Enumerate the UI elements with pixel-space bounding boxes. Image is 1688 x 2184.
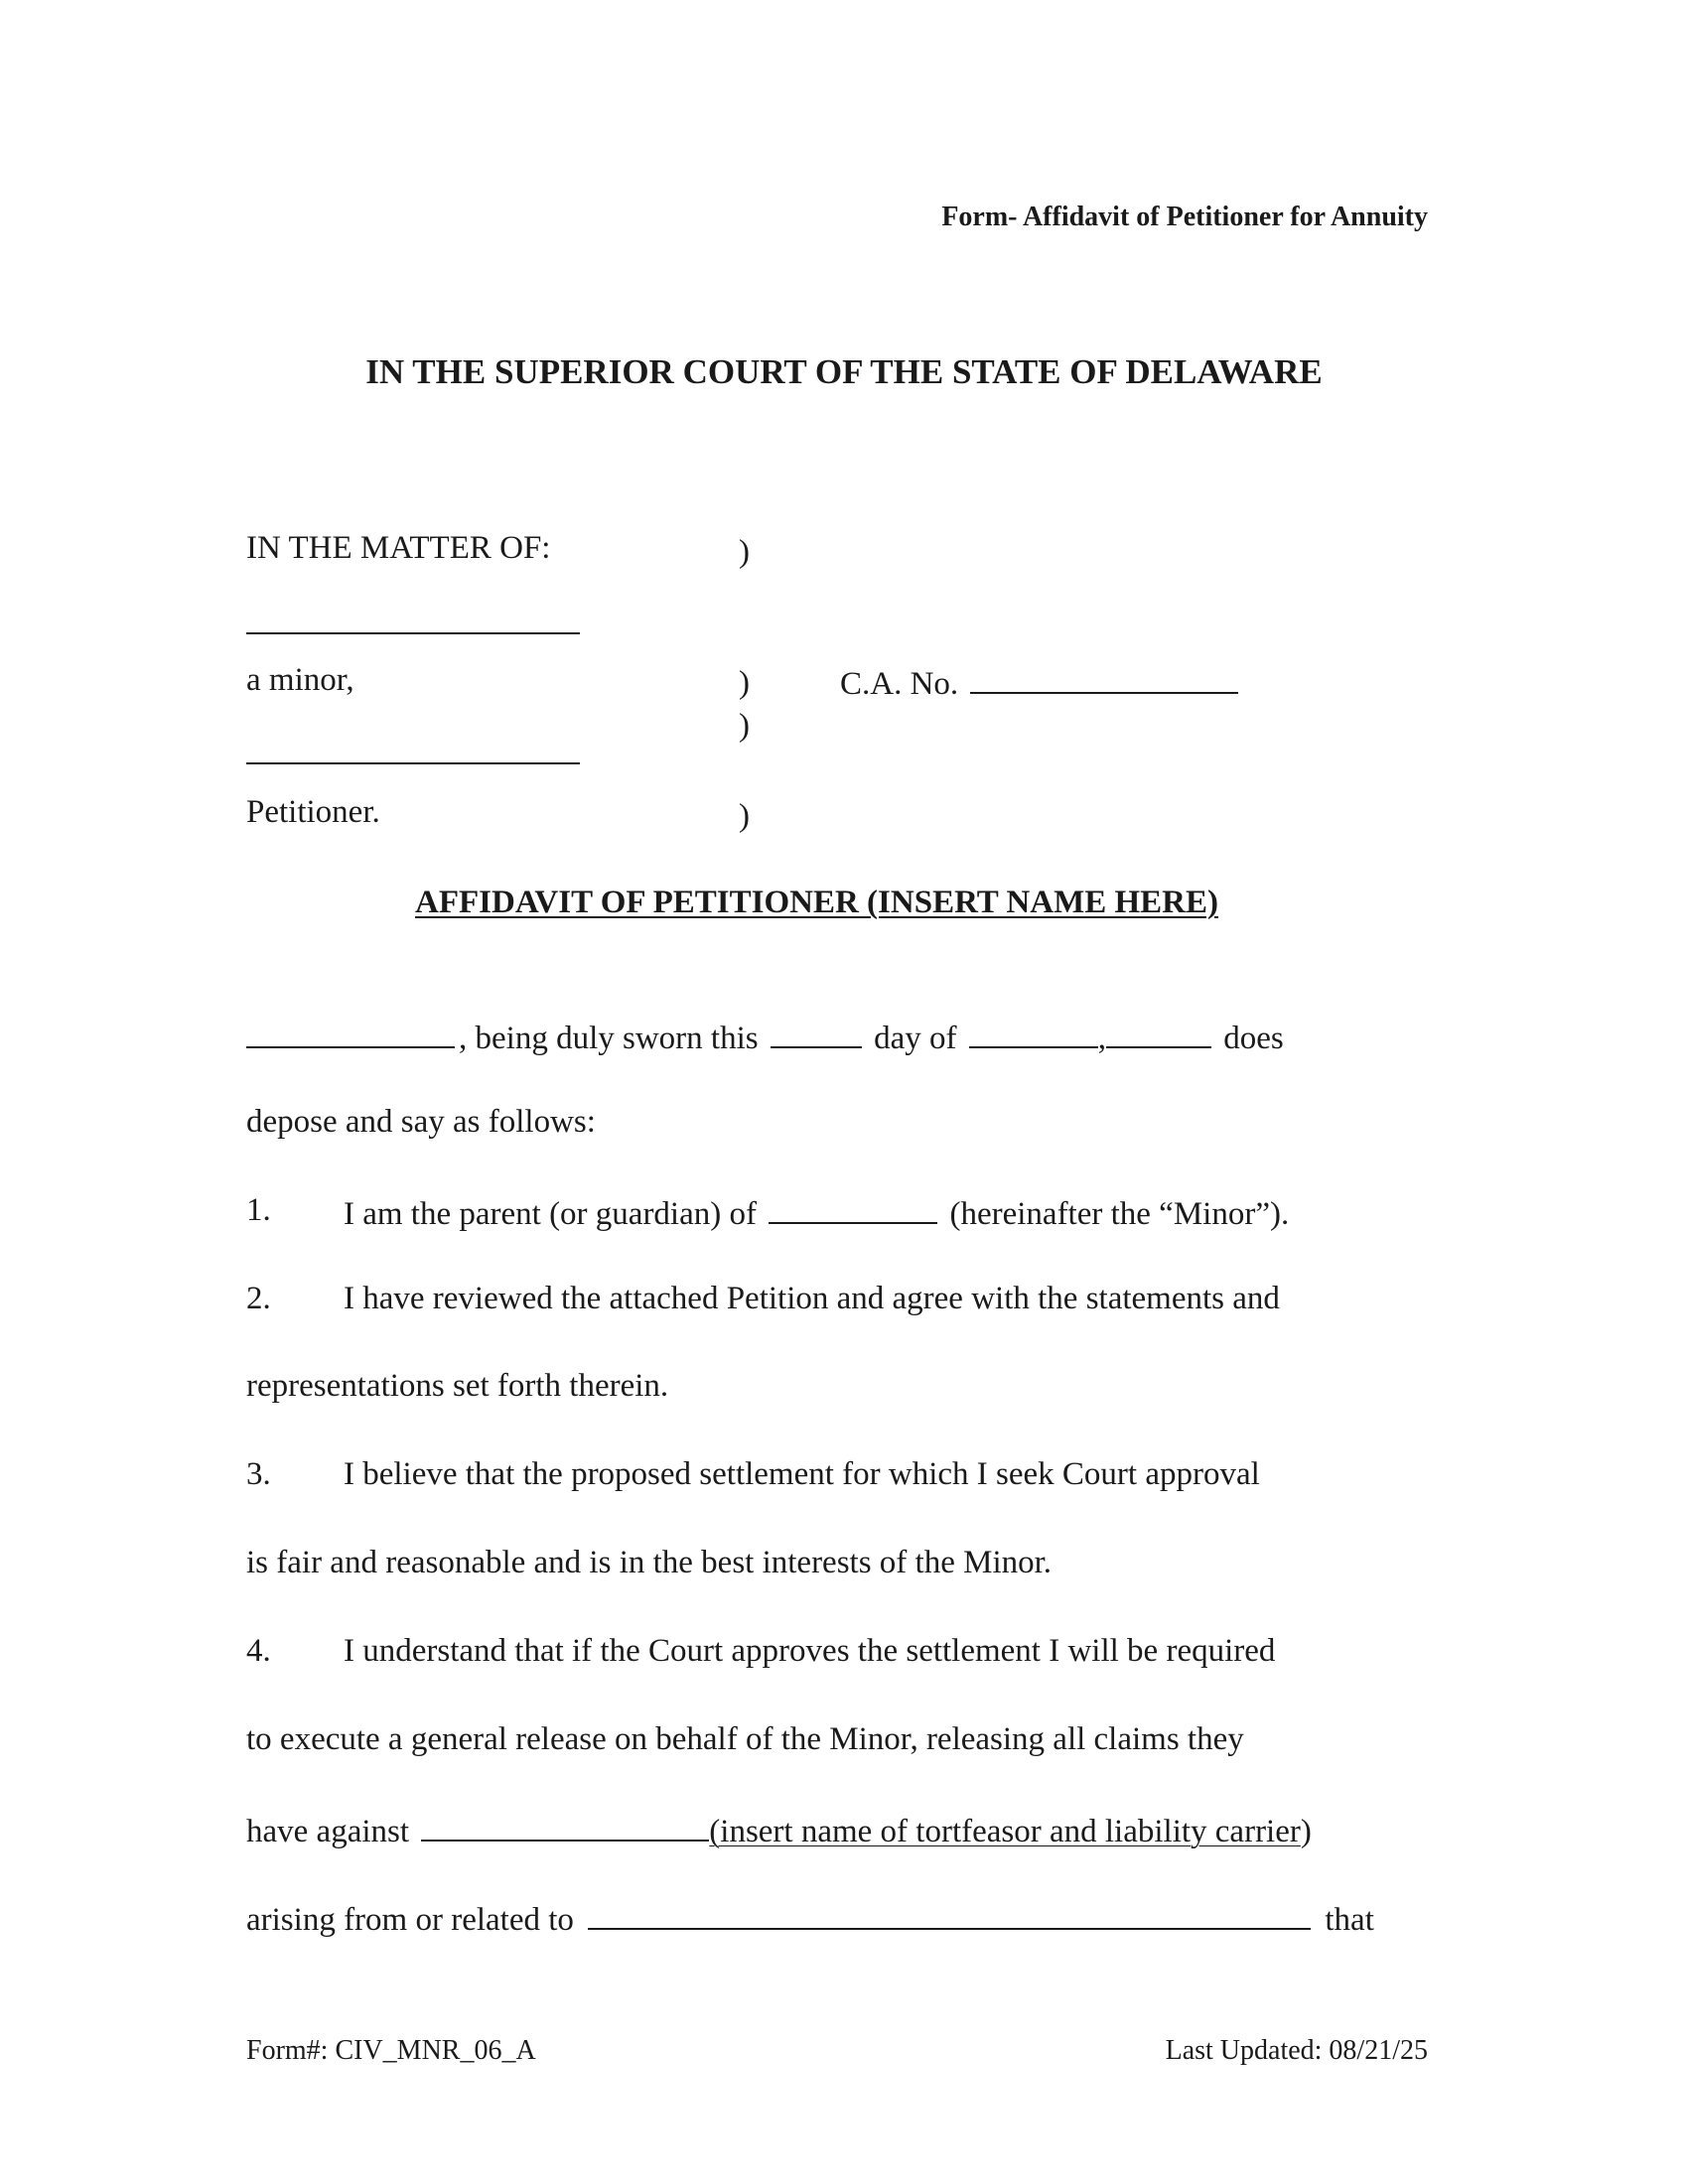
intro-line-1 <box>246 1019 1284 1055</box>
day-blank[interactable] <box>771 1019 862 1048</box>
ca-no-blank[interactable] <box>970 664 1238 694</box>
minor-name-blank[interactable] <box>246 632 580 634</box>
ca-no-label: C.A. No. <box>840 666 959 702</box>
caption-paren: ) <box>739 708 750 744</box>
minor-name-blank[interactable] <box>769 1194 937 1224</box>
intro-text: does <box>1223 1021 1284 1056</box>
a-minor-label: a minor, <box>246 662 354 698</box>
closing-paren: ) <box>1300 1814 1312 1849</box>
caption-paren: ) <box>739 534 750 570</box>
item-4-have-against: have against <box>246 1814 410 1849</box>
intro-text: , being duly sworn this <box>459 1021 759 1056</box>
item-4-that: that <box>1325 1902 1374 1938</box>
item-number: 4. <box>246 1633 271 1669</box>
item-2-line-2: representations set forth therein. <box>246 1368 669 1404</box>
year-blank[interactable] <box>1106 1019 1211 1048</box>
petitioner-label: Petitioner. <box>246 794 380 830</box>
intro-line-2: depose and say as follows: <box>246 1104 596 1140</box>
item-1-text <box>344 1194 1289 1231</box>
item-3-line-1: I believe that the proposed settlement for which I seek Court approval <box>344 1456 1260 1492</box>
caption-paren: ) <box>739 798 750 834</box>
item-number: 3. <box>246 1456 271 1492</box>
item-number: 1. <box>246 1192 271 1228</box>
last-updated: Last Updated: 08/21/25 <box>1165 2035 1428 2066</box>
item-number: 2. <box>246 1281 271 1316</box>
caption-paren: ) <box>739 665 750 701</box>
intro-text: day of <box>874 1021 957 1056</box>
tortfeasor-blank[interactable] <box>421 1812 709 1842</box>
item-4-arising-from: arising from or related to <box>246 1902 574 1938</box>
incident-blank[interactable] <box>588 1900 1311 1930</box>
item-1-text-after: (hereinafter the “Minor”). <box>949 1196 1290 1232</box>
form-number: Form#: CIV_MNR_06_A <box>246 2035 536 2066</box>
item-4-line-3 <box>246 1812 1312 1848</box>
item-2-line-1: I have reviewed the attached Petition and agree with the statements and <box>344 1281 1280 1316</box>
item-3-line-2: is fair and reasonable and is in the best interests of the Minor. <box>246 1545 1053 1580</box>
petitioner-name-blank[interactable] <box>246 762 580 764</box>
ca-no-field <box>840 664 1242 701</box>
item-4-line-1: I understand that if the Court approves the settlement I will be required <box>344 1633 1276 1669</box>
tortfeasor-instruction: (insert name of tortfeasor and liability carrier <box>709 1814 1301 1849</box>
item-1-text-before: I am the parent (or guardian) of <box>344 1196 757 1232</box>
in-the-matter-of-label: IN THE MATTER OF: <box>246 530 551 566</box>
affidavit-heading: AFFIDAVIT OF PETITIONER (INSERT NAME HERE) <box>415 885 1218 920</box>
court-title: IN THE SUPERIOR COURT OF THE STATE OF DELAWARE <box>365 352 1323 391</box>
intro-text: , <box>1097 1021 1106 1056</box>
affiant-name-blank[interactable] <box>246 1019 455 1048</box>
form-title: Form- Affidavit of Petitioner for Annuity <box>941 202 1428 232</box>
item-4-line-4 <box>246 1900 1374 1937</box>
month-blank[interactable] <box>969 1019 1098 1048</box>
item-4-line-2: to execute a general release on behalf of the Minor, releasing all claims they <box>246 1721 1244 1757</box>
